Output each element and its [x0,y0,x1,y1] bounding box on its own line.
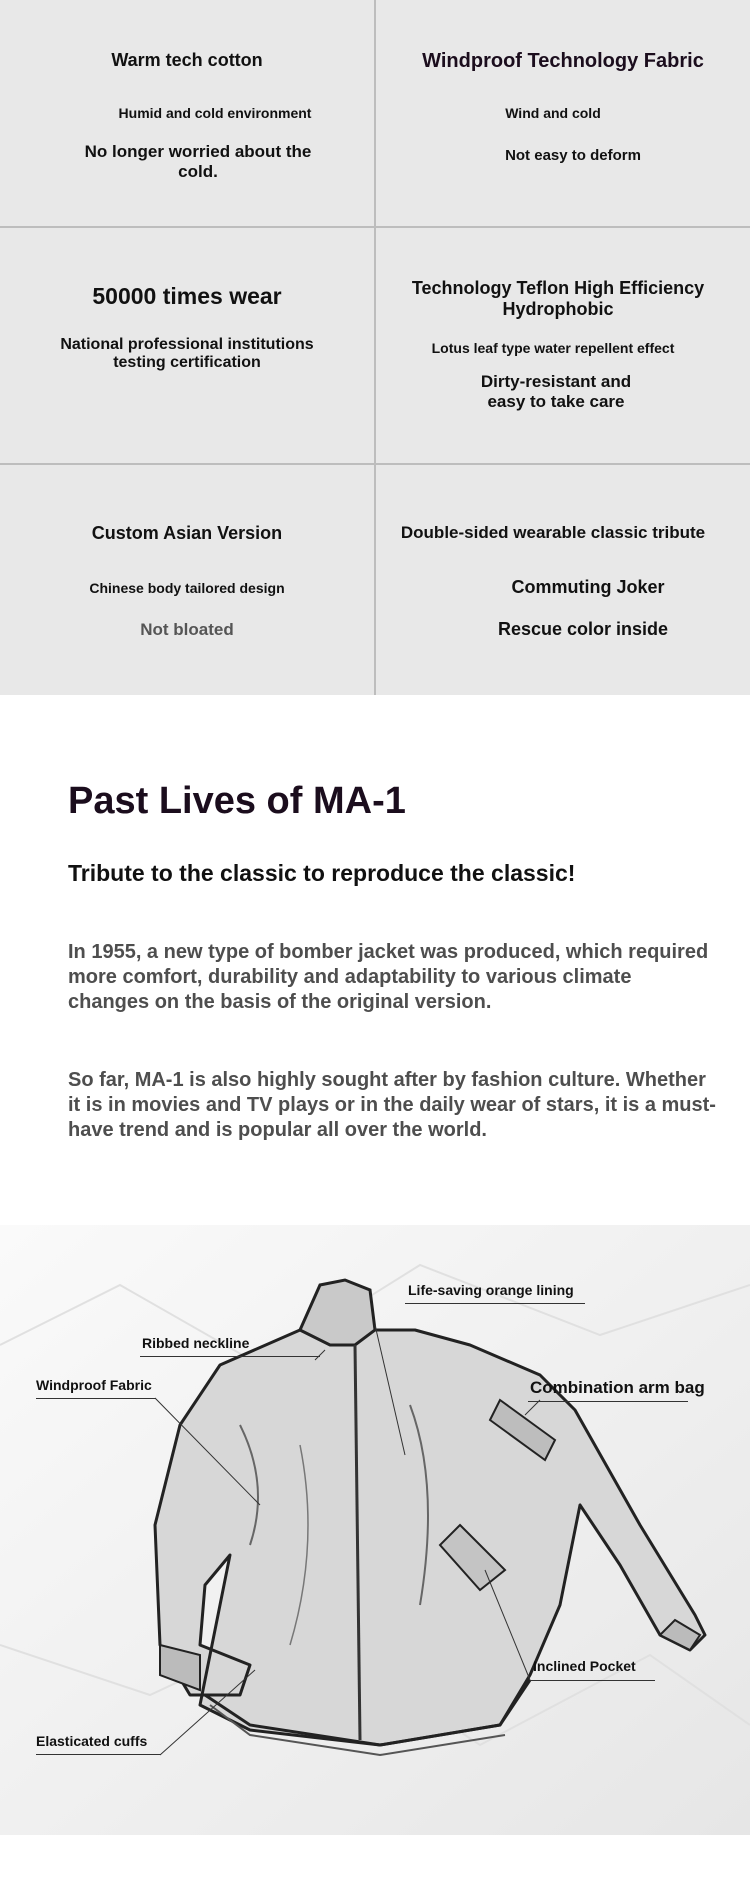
feature-line: Not bloated [140,620,234,639]
callout-underline [140,1356,320,1357]
callout-underline [405,1303,585,1304]
feature-title: Custom Asian Version [91,523,283,543]
feature-line: Humid and cold environment [118,105,312,121]
feature-title: Windproof Technology Fabric [422,50,704,72]
feature-warm-tech-cotton [0,0,374,226]
feature-double-sided [376,465,750,695]
story-heading: Past Lives of MA-1 [68,780,406,822]
story-subheading: Tribute to the classic to reproduce the classic! [68,860,576,886]
story-paragraph-1: In 1955, a new type of bomber jacket was produced, which required more comfort, durability and adaptability to various climate changes on the basis of the original version. [68,941,709,1013]
feature-grid [0,0,750,695]
feature-line: Dirty-resistant and easy to take care [480,372,632,411]
feature-line: Lotus leaf type water repellent effect [431,340,675,356]
feature-line: Not easy to deform [505,147,641,164]
story-paragraph-2: So far, MA-1 is also highly sought after by fashion culture. Whether it is in movies and TV plays or in the daily wear of stars, it is a must-have trend and is popular all over the world. [68,1069,716,1141]
callout-underline [530,1680,655,1681]
feature-asian-version [0,465,374,695]
feature-line: No longer worried about the cold. [84,142,312,181]
feature-title: Warm tech cotton [111,50,263,70]
callout-windproof-fabric: Windproof Fabric [36,1377,152,1393]
feature-windproof-fabric [376,0,750,226]
feature-title: Technology Teflon High Efficiency Hydrophobic [411,278,705,319]
callout-ribbed-neckline: Ribbed neckline [142,1335,250,1351]
callout-inclined-pocket: Inclined Pocket [533,1658,636,1674]
callout-underline [36,1754,161,1755]
callout-underline [36,1398,156,1399]
callout-orange-lining: Life-saving orange lining [408,1282,574,1298]
callout-underline [528,1401,688,1402]
feature-50000-wear [0,228,374,463]
callout-elasticated-cuffs: Elasticated cuffs [36,1733,148,1749]
jacket-diagram [0,1225,750,1835]
feature-title: Double-sided wearable classic tribute [400,523,706,542]
feature-line: National professional institutions testing certification [60,336,314,372]
feature-line: Commuting Joker [511,577,665,597]
feature-line: Wind and cold [505,105,601,121]
feature-title: 50000 times wear [92,283,282,309]
callout-arm-bag: Combination arm bag [530,1378,705,1397]
feature-teflon-hydrophobic [376,228,750,463]
feature-line: Rescue color inside [497,619,669,639]
feature-line: Chinese body tailored design [89,580,285,596]
